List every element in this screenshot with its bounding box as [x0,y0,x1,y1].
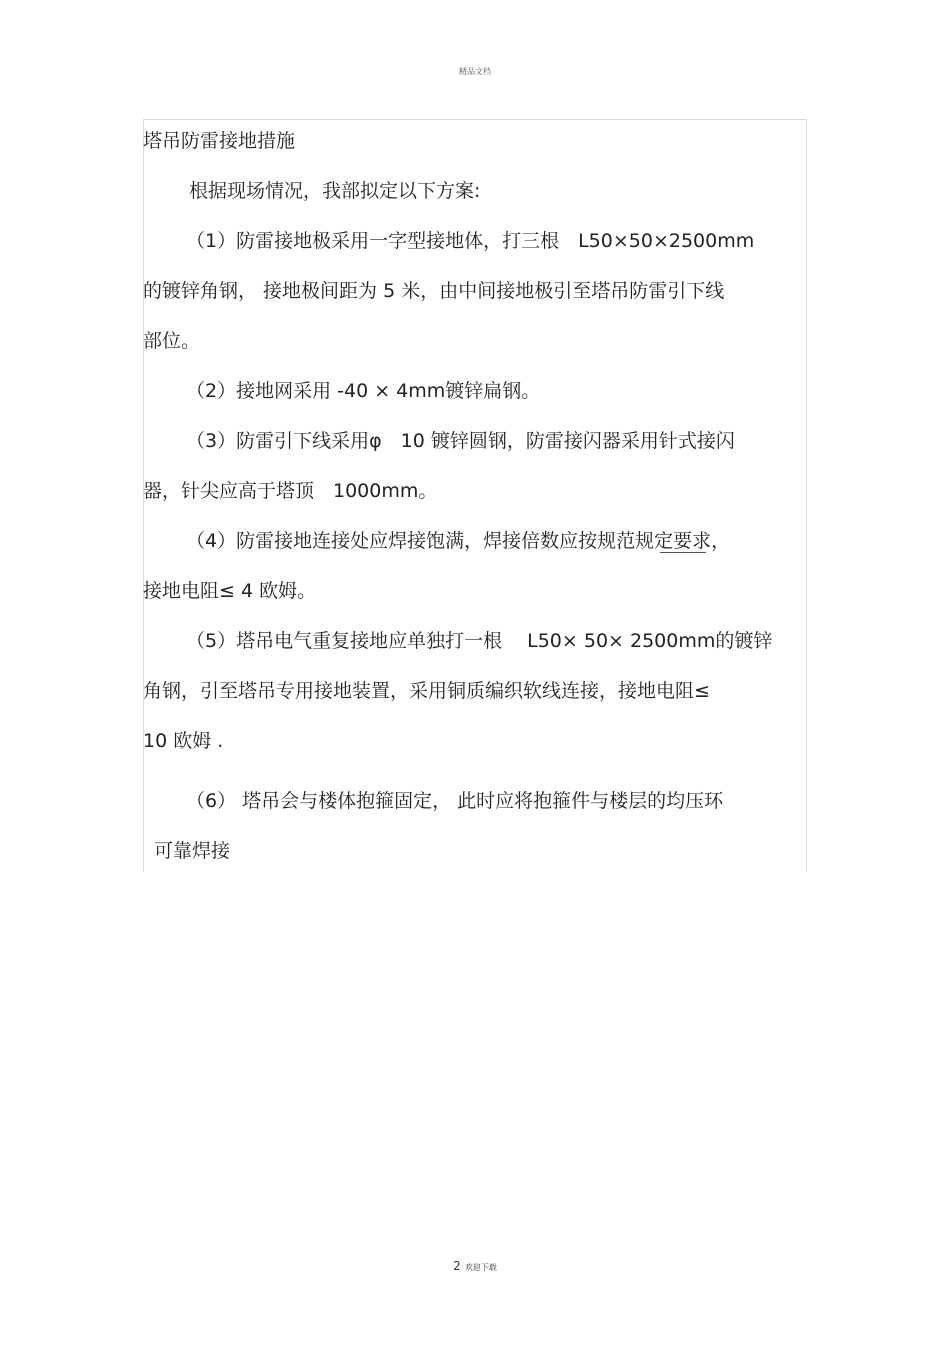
content-frame-right [806,119,807,872]
item-2-line-1: （2）接地网采用 -40 × 4mm镀锌扁钢。 [186,380,541,402]
content-frame-top [143,119,807,120]
item-5-line-2: 角钢，引至塔吊专用接地装置，采用铜质编织软线连接，接地电阻≤ [143,680,710,702]
document-title: 塔吊防雷接地措施 [143,130,296,152]
item-3-line-2: 器，针尖应高于塔顶 1000mm。 [143,480,438,502]
page-number: 2 [453,1259,461,1273]
item-1-line-1: （1）防雷接地极采用一字型接地体，打三根 L50×50×2500mm [186,230,755,252]
header-note: 精品文档 [459,67,491,76]
underline-mark [660,552,706,553]
item-5-line-1: （5）塔吊电气重复接地应单独打一根 L50× 50× 2500mm的镀锌 [186,630,773,652]
item-4-line-2: 接地电阻≤ 4 欧姆。 [143,580,317,602]
footer-note: 欢迎下载 [464,1263,497,1272]
intro-line: 根据现场情况，我部拟定以下方案: [189,180,481,202]
item-1-line-3: 部位。 [143,330,201,352]
item-4-line-1: （4）防雷接地连接处应焊接饱满，焊接倍数应按规范规定要求， [186,530,731,552]
item-5-line-3: 10 欧姆 . [143,730,224,752]
page-footer [0,1259,950,1273]
item-3-line-1: （3）防雷引下线采用φ 10 镀锌圆钢，防雷接闪器采用针式接闪 [186,430,735,452]
item-6-line-2: 可靠焊接 [154,840,231,862]
item-6-line-1: （6） 塔吊会与楼体抱箍固定， 此时应将抱箍件与楼层的均压环 [186,790,724,812]
item-1-line-2: 的镀锌角钢， 接地极间距为 5 米，由中间接地极引至塔吊防雷引下线 [143,280,725,302]
